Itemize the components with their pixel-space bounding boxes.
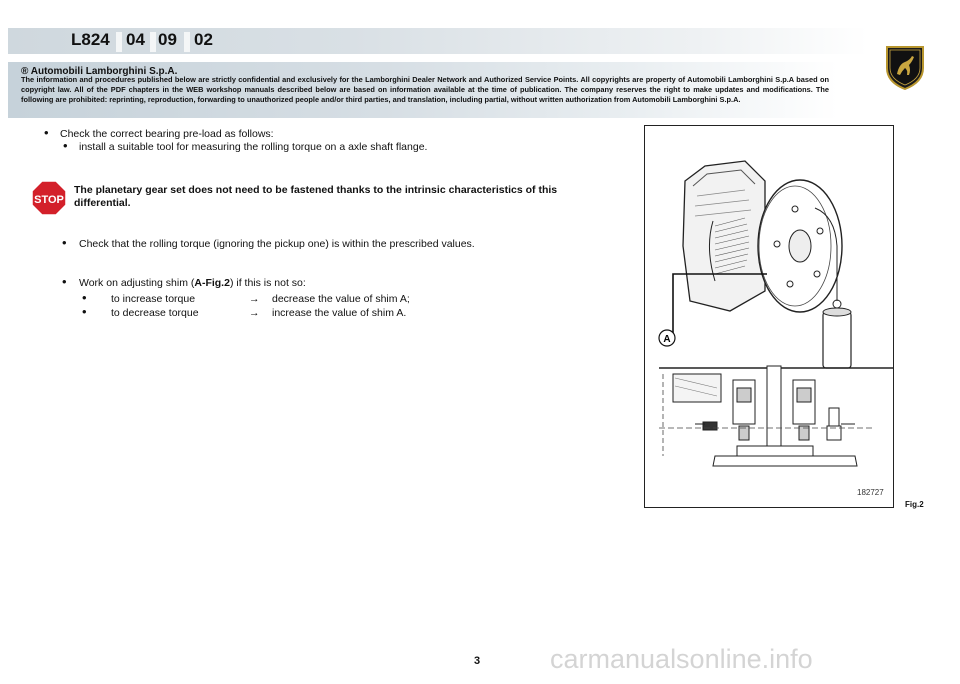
- increase-torque-result: decrease the value of shim A;: [272, 293, 410, 305]
- bullet-icon: •: [82, 304, 87, 319]
- code-separator: [116, 32, 122, 52]
- step-check-rolling-torque: Check that the rolling torque (ignoring the pickup one) is within the prescribed values.: [79, 238, 475, 250]
- figure-frame: [644, 125, 894, 508]
- page-number: 3: [474, 655, 481, 667]
- legal-title: ® Automobili Lamborghini S.p.A.: [21, 66, 178, 77]
- figure-caption: Fig.2: [905, 500, 924, 509]
- bullet-icon: •: [63, 138, 68, 153]
- code-separator: [184, 32, 190, 52]
- increase-torque-action: to increase torque: [111, 293, 196, 305]
- doc-code-section: 09: [158, 30, 177, 49]
- watermark: carmanualsonline.info: [550, 644, 813, 674]
- callout-a-label: A: [663, 334, 671, 345]
- figure-number: 182727: [857, 488, 884, 497]
- arrow-right-icon: →: [249, 293, 260, 305]
- arrow-right-icon: →: [249, 307, 260, 319]
- stop-sign-label: STOP: [34, 194, 64, 206]
- step-adjust-shim-text-end: ) if this is not so:: [229, 277, 306, 289]
- bearing-cross-section: [659, 366, 893, 466]
- code-separator: [150, 32, 156, 52]
- stop-note: The planetary gear set does not need to be fastened thanks to the intrinsic characteristics of this differential.: [74, 184, 558, 209]
- bullet-icon: •: [44, 125, 49, 140]
- bullet-icon: •: [62, 274, 67, 289]
- decrease-torque-action: to decrease torque: [111, 307, 199, 319]
- lamborghini-logo: [884, 44, 926, 90]
- shim-a: [703, 422, 717, 430]
- doc-code-page: 02: [194, 30, 213, 49]
- step-adjust-shim-text: Work on adjusting shim (: [79, 277, 195, 289]
- legal-notice: The information and procedures published below are strictly confidential and exclusively for the Lamborghini Dealer Network and Authorized Service Points. All copyrights are property of Automobili Lamborghini S.p.A based on copyright law. All of the PDF chapters in the WEB workshop manuals described below are based on information available at the time of publication. The company reserves the right to make updates and modifications. The following are prohibited: reprinting, reproduction, forwarding to unauthorized people and/or third parties, and translation, including partial, without written authorization from Automobili Lamborghini S.p.A.: [21, 75, 829, 104]
- stop-sign-icon: [31, 180, 67, 216]
- step-install-tool: install a suitable tool for measuring the rolling torque on a axle shaft flange.: [79, 141, 428, 153]
- step-check-preload: Check the correct bearing pre-load as follows:: [60, 128, 274, 140]
- doc-code-group: 04: [126, 30, 145, 49]
- step-adjust-shim: [79, 277, 306, 290]
- differential-diagram: [645, 126, 893, 507]
- bullet-icon: •: [82, 290, 87, 305]
- axle-shaft-flange: [758, 180, 842, 312]
- decrease-torque-result: increase the value of shim A.: [272, 307, 407, 319]
- bullet-icon: •: [62, 235, 67, 250]
- doc-code-model: L824: [71, 30, 110, 49]
- differential-housing: [683, 161, 765, 311]
- figure-reference: A-Fig.2: [194, 277, 230, 289]
